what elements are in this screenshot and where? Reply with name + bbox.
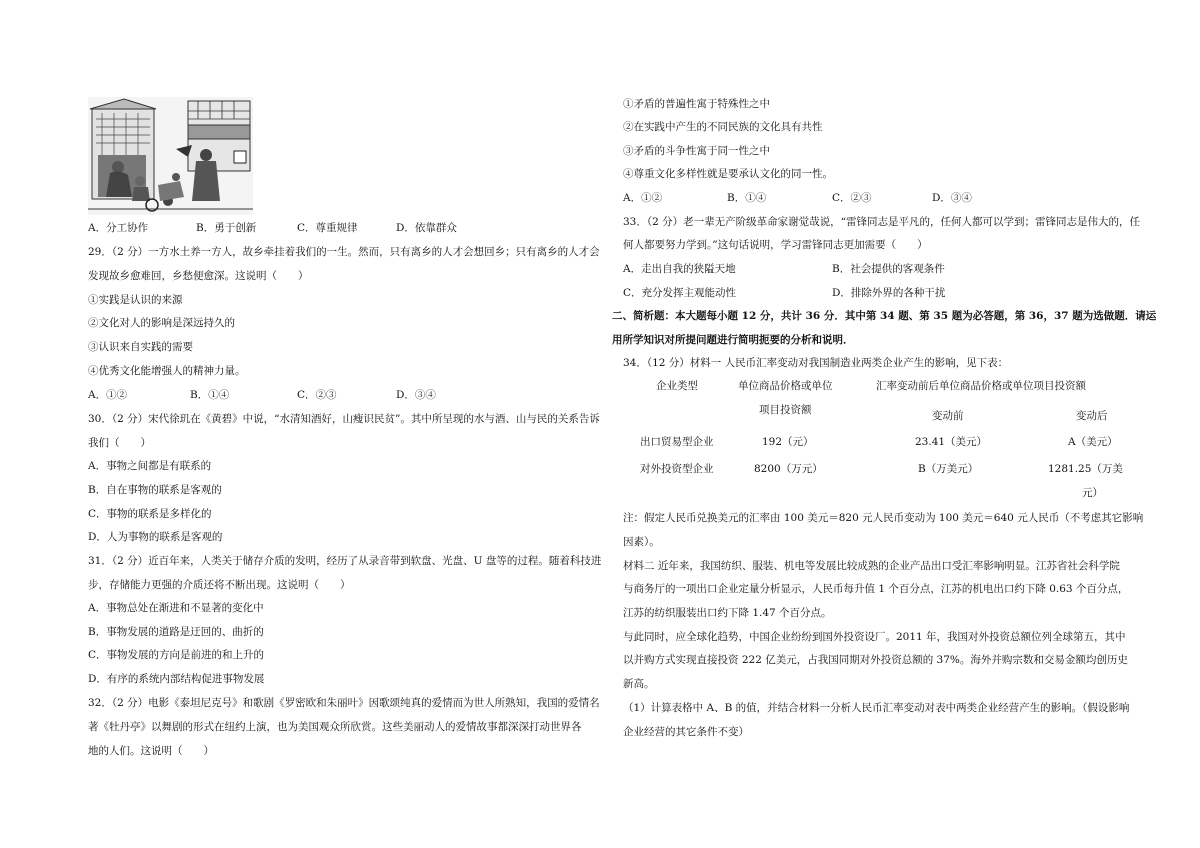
- q32-option-a: A．①②: [623, 192, 663, 204]
- q30-stem-line1: 30．（2 分）宋代徐玑在《黄碧》中说，“水清知酒好，山瘦识民贫”。其中所呈现的水与酒、山与民的关系告诉: [88, 413, 600, 425]
- q32-item-2: ②在实践中产生的不同民族的文化具有共性: [623, 121, 823, 133]
- table-row2-after: 1281.25（万美: [1048, 463, 1123, 475]
- material2-line1: 材料二 近年来，我国纺织、服装、机电等发展比较成熟的企业产品出口受汇率影响明显。江苏省社会科学院: [623, 560, 1120, 572]
- q30-option-a: A．事物之间都是有联系的: [88, 460, 212, 472]
- q34-sub1-line1: （1）计算表格中 A、B 的值，并结合材料一分析人民币汇率变动对表中两类企业经营产生的影响。（假设影响: [623, 702, 1130, 714]
- table-row2-after-cont: 元）: [1082, 487, 1103, 499]
- table-header-change: 汇率变动前后单位商品价格或单位项目投资额: [876, 380, 1086, 392]
- q30-option-d: D．人为事物的联系是客观的: [88, 531, 223, 543]
- material2-line3: 江苏的纺织服装出口约下降 1.47 个百分点。: [623, 607, 832, 619]
- q29-item-2: ②文化对人的影响是深远持久的: [88, 317, 235, 329]
- q29-option-c: C．②③: [297, 389, 337, 401]
- q32-stem-line2: 著《牡丹亭》以舞剧的形式在纽约上演，也为美国观众所欣赏。这些美丽动人的爱情故事都深深打动世界各: [88, 721, 582, 733]
- table-row2-type: 对外投资型企业: [640, 463, 714, 475]
- q30-option-b: B．自在事物的联系是客观的: [88, 484, 222, 496]
- q32-option-d: D．③④: [932, 192, 972, 204]
- table-row1-before: 23.41（美元）: [915, 436, 988, 448]
- q29-option-a: A．①②: [88, 389, 128, 401]
- q32-item-1: ①矛盾的普遍性寓于特殊性之中: [623, 98, 770, 110]
- table-row1-after: A（美元）: [1068, 436, 1118, 448]
- q29-item-4: ④优秀文化能增强人的精神力量。: [88, 365, 246, 377]
- q31-option-c: C．事物发展的方向是前进的和上升的: [88, 649, 265, 661]
- table-header-unit-line2: 项目投资额: [759, 404, 812, 416]
- q31-option-b: B．事物发展的道路是迂回的、曲折的: [88, 626, 264, 638]
- note-line1: 注：假定人民币兑换美元的汇率由 100 美元＝820 元人民币变动为 100 美元＝640 元人民币（不考虑其它影响: [623, 512, 1144, 524]
- q32-stem-line1: 32．（2 分）电影《泰坦尼克号》和歌剧《罗密欧和朱丽叶》因歌颂纯真的爱情而为世人所熟知，我国的爱情名: [88, 697, 600, 709]
- q29-item-1: ①实践是认识的来源: [88, 294, 183, 306]
- q28-option-b: B．勇于创新: [196, 222, 257, 234]
- table-row1-type: 出口贸易型企业: [640, 436, 714, 448]
- table-header-before: 变动前: [932, 410, 964, 422]
- q32-option-c: C．②③: [832, 192, 872, 204]
- q32-item-3: ③矛盾的斗争性寓于同一性之中: [623, 145, 770, 157]
- q32-item-4: ④尊重文化多样性就是要承认文化的同一性。: [623, 168, 833, 180]
- q28-option-d: D．依靠群众: [396, 222, 457, 234]
- q29-item-3: ③认识来自实践的需要: [88, 341, 193, 353]
- q30-option-c: C．事物的联系是多样化的: [88, 508, 212, 520]
- q31-stem-line1: 31．（2 分）近百年来，人类关于储存介质的发明，经历了从录音带到软盘、光盘、U 盘等的过程。随着科技进: [88, 555, 602, 567]
- table-row2-before: B（万美元）: [918, 463, 979, 475]
- q31-stem-line2: 步，存储能力更强的介质还将不断出现。这说明（ ）: [88, 579, 351, 591]
- material2-line2: 与商务厅的一项出口企业定量分析显示，人民币每升值 1 个百分点，江苏的机电出口约下降 0.63 个百分点，: [623, 583, 1129, 595]
- q33-stem-line2: 何人都要努力学到。”这句话说明，学习雷锋同志更加需要（ ）: [623, 239, 928, 251]
- material2-line6: 新高。: [623, 678, 655, 690]
- table-header-after: 变动后: [1076, 410, 1108, 422]
- q30-stem-line2: 我们（ ）: [88, 437, 151, 449]
- q29-option-d: D．③④: [396, 389, 436, 401]
- q33-option-b: B．社会提供的客观条件: [832, 263, 945, 275]
- q29-stem-line2: 发现故乡愈难回，乡愁便愈深。这说明（ ）: [88, 270, 309, 282]
- q32-stem-line3: 地的人们。这说明（ ）: [88, 745, 214, 757]
- table-row2-unit: 8200（万元）: [754, 463, 823, 475]
- q34-sub1-line2: 企业经营的其它条件不变）: [623, 726, 749, 738]
- q33-option-d: D．排除外界的各种干扰: [832, 287, 946, 299]
- q33-option-c: C．充分发挥主观能动性: [623, 287, 737, 299]
- table-row1-unit: 192（元）: [762, 436, 814, 448]
- q33-option-a: A．走出自我的狭隘天地: [623, 263, 736, 275]
- note-line2: 因素）。: [623, 536, 660, 548]
- q33-stem-line1: 33．（2 分）老一辈无产阶级革命家谢觉哉说，“雷锋同志是平凡的，任何人都可以学到；雷锋同志是伟大的，任: [623, 216, 1140, 228]
- q31-option-a: A．事物总处在渐进和不显著的变化中: [88, 602, 264, 614]
- cartoon-illustration: [88, 97, 253, 215]
- material2-line4: 与此同时，应全球化趋势，中国企业纷纷到国外投资设厂。2011 年，我国对外投资总额位列全球第五，其中: [623, 631, 1126, 643]
- material2-line5: 以并购方式实现直接投资 222 亿美元，占我国同期对外投资总额的 37%。海外并购宗数和交易金额均创历史: [623, 654, 1128, 666]
- q32-option-b: B．①④: [727, 192, 767, 204]
- q31-option-d: D．有序的系统内部结构促进事物发展: [88, 673, 265, 685]
- table-header-unit-line1: 单位商品价格或单位: [738, 380, 833, 392]
- q29-option-b: B．①④: [190, 389, 230, 401]
- q28-option-c: C．尊重规律: [297, 222, 358, 234]
- q34-intro: 34．（12 分）材料一 人民币汇率变动对我国制造业两类企业产生的影响，见下表：: [623, 357, 1009, 369]
- section2-heading-line1: 二、简析题：本大题每小题 12 分，共计 36 分．其中第 34 题、第 35 题为必答题，第 36，37 题为选做题．请运: [612, 310, 1157, 322]
- table-header-type: 企业类型: [656, 380, 698, 392]
- section2-heading-line2: 用所学知识对所提问题进行简明扼要的分析和说明．: [612, 334, 854, 346]
- q28-option-a: A．分工协作: [88, 222, 149, 234]
- q29-stem-line1: 29．（2 分）一方水土养一方人，故乡牵挂着我们的一生。然而，只有离乡的人才会想回乡；只有离乡的人才会: [88, 246, 600, 258]
